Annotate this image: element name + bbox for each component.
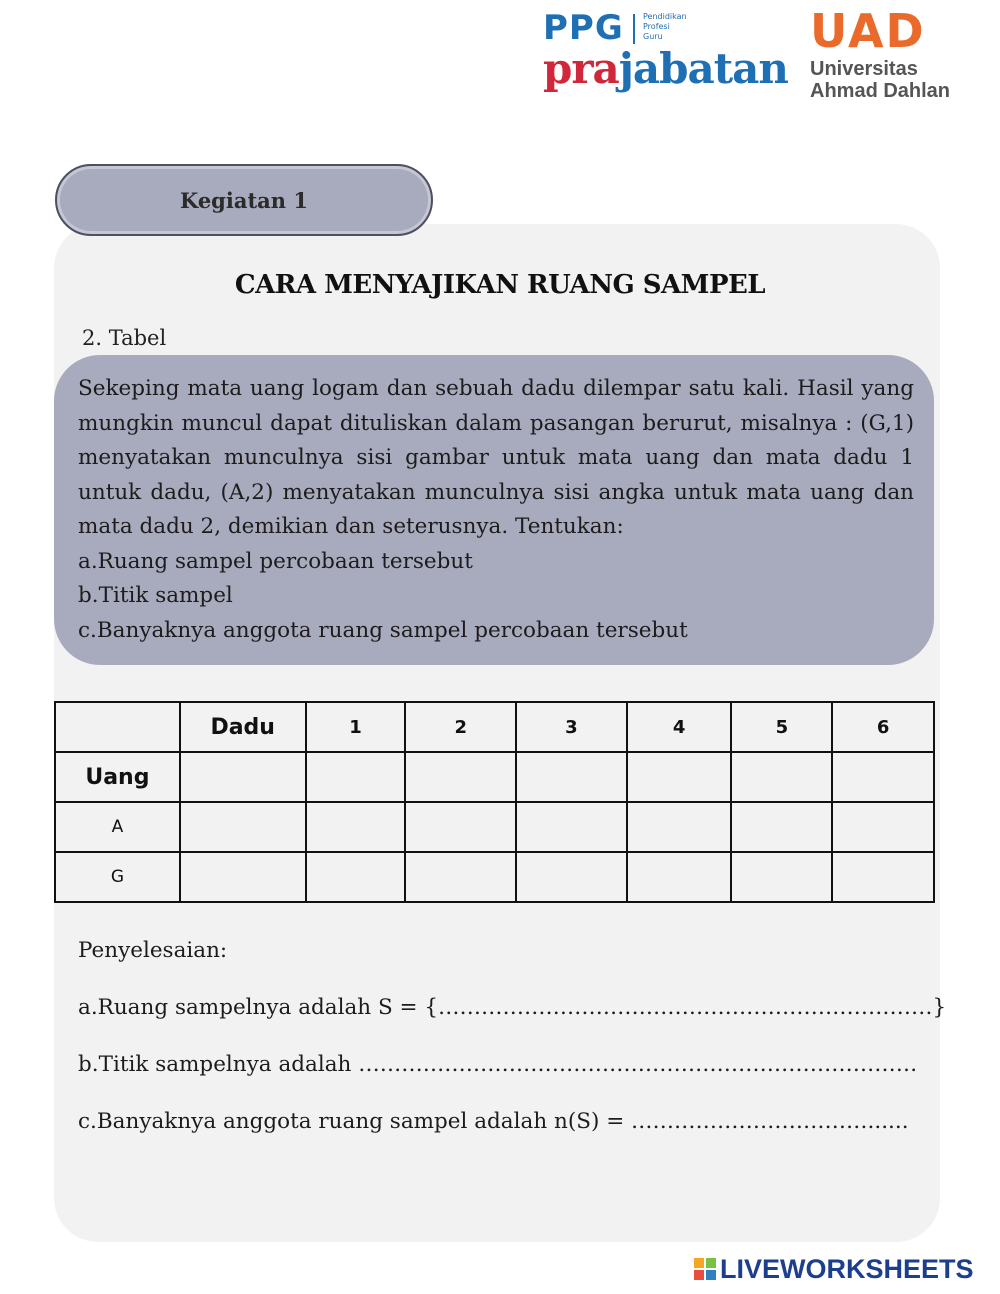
uad-logo <box>810 4 980 102</box>
dice-value-6: 6 <box>832 702 934 752</box>
table-cell[interactable] <box>731 752 832 802</box>
table-cell[interactable] <box>180 852 306 902</box>
table-cell[interactable] <box>180 802 306 852</box>
question-option-a: a.Ruang sampel percobaan tersebut <box>78 548 473 574</box>
table-cell[interactable] <box>516 852 627 902</box>
table-cell[interactable] <box>306 752 406 802</box>
uad-mark: UAD <box>810 4 926 58</box>
table-cell[interactable] <box>731 802 832 852</box>
section-subtitle: 2. Tabel <box>82 326 167 350</box>
table-cell[interactable] <box>731 852 832 902</box>
table-row <box>55 852 934 902</box>
liveworksheets-wordmark: LIVEWORKSHEETS <box>720 1254 974 1284</box>
table-cell[interactable] <box>306 852 406 902</box>
ppg-abbr: PPG <box>543 8 624 48</box>
solution-heading: Penyelesaian: <box>78 938 228 963</box>
table-cell[interactable] <box>306 802 406 852</box>
dice-value-2: 2 <box>405 702 516 752</box>
prajabatan-wordmark: prajabatan <box>543 44 788 93</box>
sample-space-table <box>54 701 935 903</box>
coin-header: Uang <box>55 752 180 802</box>
answer-c-sample-count[interactable]: c.Banyaknya anggota ruang sampel adalah n(S) = ……………………………...... <box>78 1109 909 1134</box>
table-cell[interactable] <box>405 802 516 852</box>
page-title: CARA MENYAJIKAN RUANG SAMPEL <box>234 270 766 300</box>
ppg-small-text: Pendidikan Profesi Guru <box>643 12 687 41</box>
answer-a-sample-space[interactable]: a.Ruang sampelnya adalah S = {……………………………………………………………} <box>78 995 947 1020</box>
table-cell[interactable] <box>832 802 934 852</box>
table-cell[interactable] <box>405 852 516 902</box>
table-cell[interactable] <box>516 802 627 852</box>
activity-label: Kegiatan 1 <box>180 188 308 213</box>
coin-row-label-a: A <box>55 802 180 852</box>
table-cell[interactable] <box>627 802 732 852</box>
dice-value-3: 3 <box>516 702 627 752</box>
table-cell[interactable] <box>405 752 516 802</box>
dice-value-5: 5 <box>731 702 832 752</box>
question-option-b: b.Titik sampel <box>78 583 233 608</box>
table-corner-cell <box>55 702 180 752</box>
answer-b-sample-points[interactable]: b.Titik sampelnya adalah …………………………………………………………………… <box>78 1052 918 1077</box>
activity-label-pill <box>55 164 433 236</box>
dice-value-1: 1 <box>306 702 406 752</box>
uad-line2: Ahmad Dahlan <box>810 80 951 102</box>
uad-line1: Universitas <box>810 58 918 80</box>
question-text <box>78 372 914 648</box>
liveworksheets-icon <box>694 1258 716 1280</box>
table-cell[interactable] <box>627 752 732 802</box>
table-cell[interactable] <box>832 852 934 902</box>
table-cell[interactable] <box>180 752 306 802</box>
dice-value-4: 4 <box>627 702 732 752</box>
table-row <box>55 802 934 852</box>
table-cell[interactable] <box>516 752 627 802</box>
table-header-row <box>55 702 934 752</box>
table-cell[interactable] <box>832 752 934 802</box>
table-row <box>55 752 934 802</box>
coin-row-label-g: G <box>55 852 180 902</box>
table-cell[interactable] <box>627 852 732 902</box>
ppg-prajabatan-logo <box>543 8 788 98</box>
ppg-divider <box>633 14 635 44</box>
dice-header: Dadu <box>180 702 306 752</box>
question-option-c: c.Banyaknya anggota ruang sampel percobaan tersebut <box>78 617 688 643</box>
question-body: Sekeping mata uang logam dan sebuah dadu dilempar satu kali. Hasil yang mungkin muncul dapat dituliskan dalam pasangan berurut, misalnya : (G,1) menyatakan munculnya sisi gambar untuk mata uang dan mata dadu 1 untuk dadu, (A,2) menyatakan munculnya sisi angka untuk mata uang dan mata dadu 2, demikian dan seterusnya. Tentukan: <box>78 376 914 539</box>
